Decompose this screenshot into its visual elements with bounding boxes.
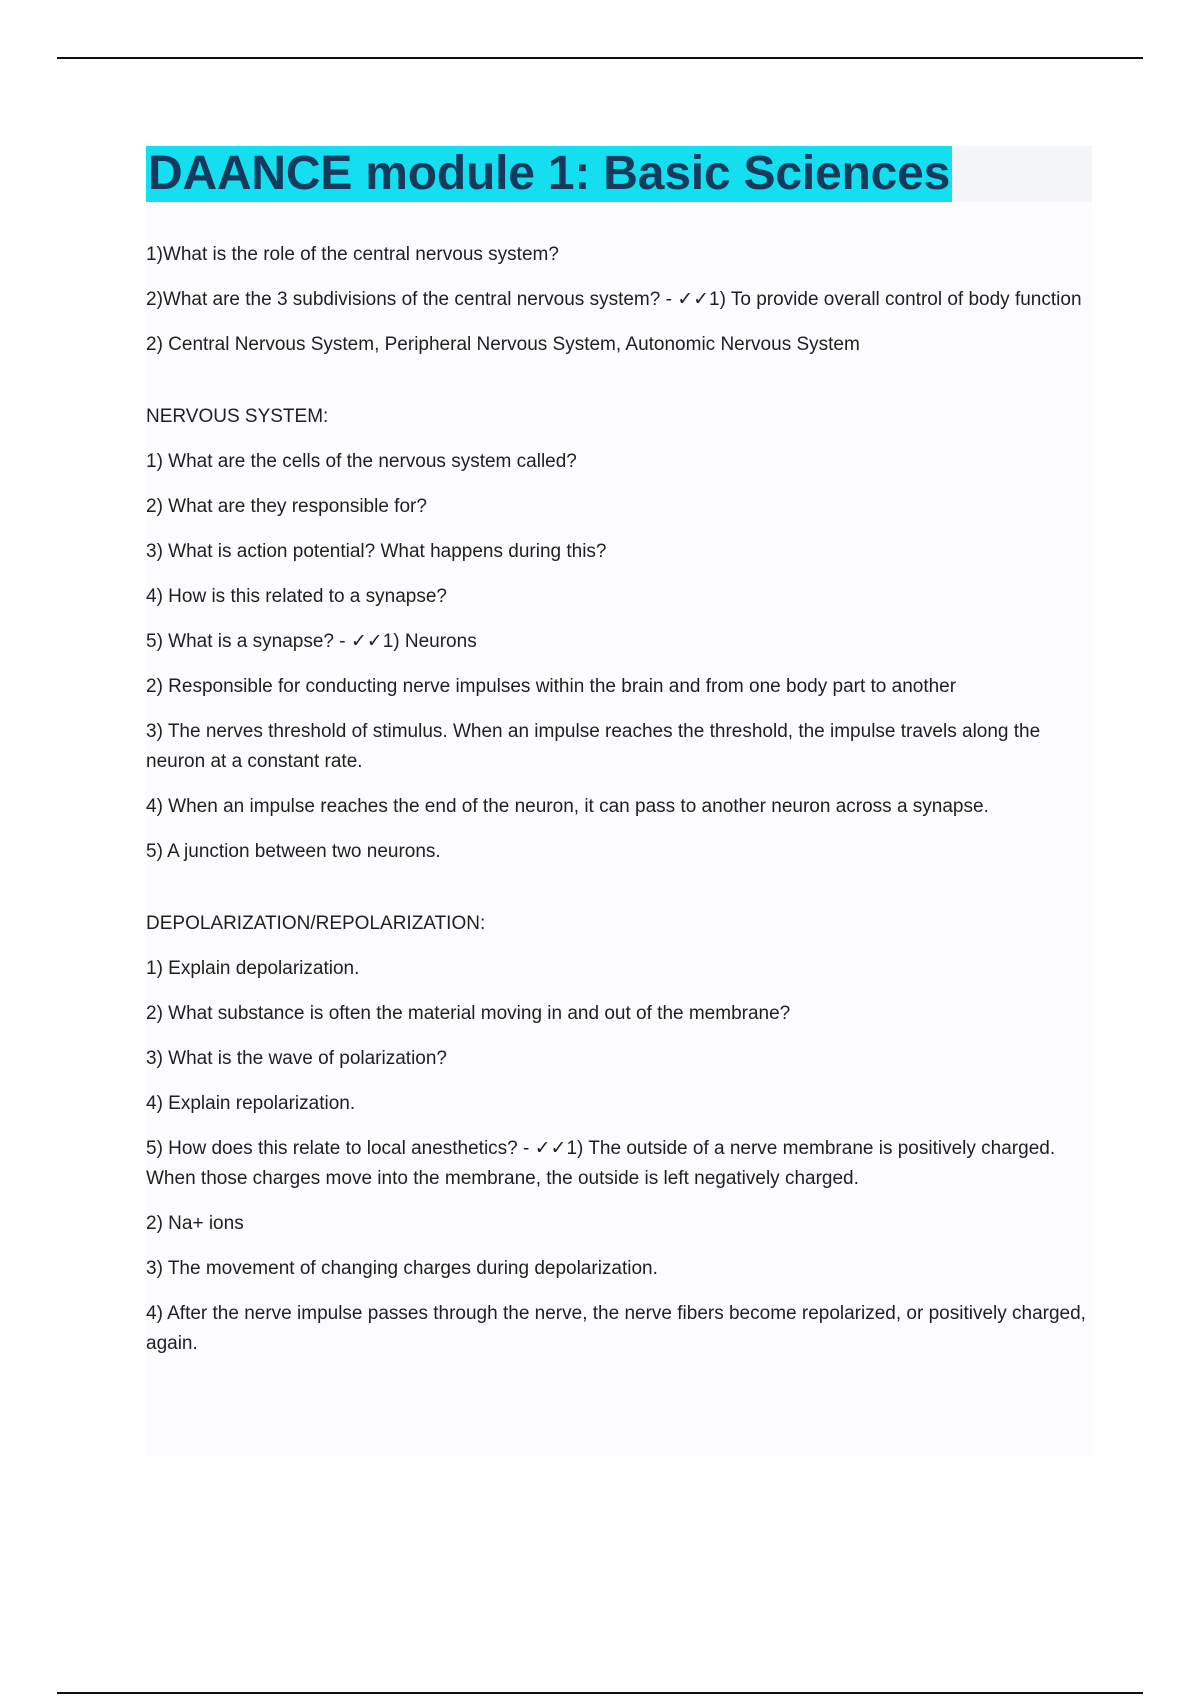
qa-line: 4) How is this related to a synapse? xyxy=(146,586,447,607)
document-title: DAANCE module 1: Basic Sciences xyxy=(148,147,951,200)
qa-line: 2) What substance is often the material moving in and out of the membrane? xyxy=(146,1003,791,1024)
nervous-system-section xyxy=(146,402,1092,867)
intro-line: 2)What are the 3 subdivisions of the central nervous system? - ✓✓1) To provide overall control of body function xyxy=(146,289,1082,310)
title-band xyxy=(146,146,1092,202)
section-heading: DEPOLARIZATION/REPOLARIZATION: xyxy=(146,913,486,934)
qa-line: 2) Responsible for conducting nerve impulses within the brain and from one body part to another xyxy=(146,676,957,697)
document-page xyxy=(146,146,1092,1456)
qa-line: 3) What is the wave of polarization? xyxy=(146,1048,447,1069)
qa-line: 2) What are they responsible for? xyxy=(146,496,427,517)
intro-line: 2) Central Nervous System, Peripheral Nervous System, Autonomic Nervous System xyxy=(146,334,860,355)
qa-line: 1) Explain depolarization. xyxy=(146,958,360,979)
qa-line: 4) When an impulse reaches the end of the neuron, it can pass to another neuron across a synapse. xyxy=(146,796,989,817)
qa-line: 4) Explain repolarization. xyxy=(146,1093,356,1114)
bottom-rule xyxy=(57,1692,1143,1694)
section-heading: NERVOUS SYSTEM: xyxy=(146,406,329,427)
qa-line: 1) What are the cells of the nervous system called? xyxy=(146,451,577,472)
qa-line: 4) After the nerve impulse passes through the nerve, the nerve fibers become repolarized, or positively charged, again. xyxy=(146,1303,1086,1354)
depolarization-section xyxy=(146,909,1092,1359)
qa-line: 3) What is action potential? What happens during this? xyxy=(146,541,607,562)
qa-line: 5) How does this relate to local anesthetics? - ✓✓1) The outside of a nerve membrane is positively charged. When those charges move into the membrane, the outside is left negatively charged. xyxy=(146,1138,1056,1189)
qa-line: 5) What is a synapse? - ✓✓1) Neurons xyxy=(146,631,477,652)
qa-line: 3) The nerves threshold of stimulus. When an impulse reaches the threshold, the impulse travels along the neuron at a constant rate. xyxy=(146,721,1041,772)
intro-line: 1)What is the role of the central nervous system? xyxy=(146,244,559,265)
qa-line: 2) Na+ ions xyxy=(146,1213,244,1234)
qa-line: 5) A junction between two neurons. xyxy=(146,841,441,862)
qa-line: 3) The movement of changing charges during depolarization. xyxy=(146,1258,658,1279)
top-rule xyxy=(57,57,1143,59)
intro-section xyxy=(146,240,1092,360)
